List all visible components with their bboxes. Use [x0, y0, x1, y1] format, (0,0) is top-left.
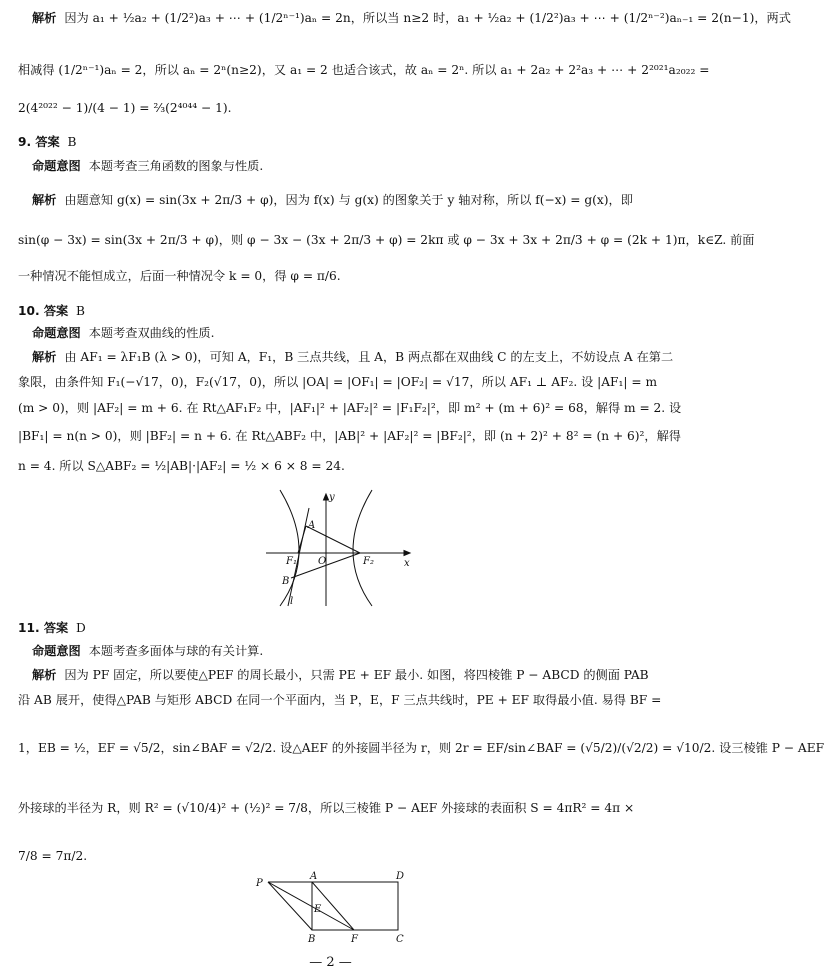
q11-line-4: 外接球的半径为 R，则 R² = (√10/4)² + (½)² = 7/8，所以三棱锥 P − AEF 外接球的表面积 S = 4πR² = 4π × — [18, 801, 635, 815]
fig-label-o: O — [318, 556, 327, 567]
fig-label-e: E — [314, 904, 322, 915]
fig-label-y: y — [329, 492, 335, 503]
q11-intent: 命题意图 本题考查多面体与球的有关计算. — [32, 644, 264, 658]
rectangle-abcd — [312, 882, 398, 930]
q9-answer-head: 9. 答案 — [18, 135, 60, 149]
unfolded-pyramid-figure — [250, 872, 420, 944]
fig-label-b: B — [282, 576, 290, 587]
q10-line-4: |BF₁| = n(n > 0)，则 |BF₂| = n + 6. 在 Rt△ABF₂ 中，|AB|² + |AF₂|² = |BF₂|²，即 (n + 2)² + 8² = (n + 6)²，解得 — [18, 429, 681, 443]
q10-line-2: 象限，由条件知 F₁(−√17，0)，F₂(√17，0)，所以 |OA| = |OF₁| = |OF₂| = √17，所以 AF₁ ⊥ AF₂. 设 |AF₁| = m — [18, 375, 658, 389]
fig-label-b: B — [308, 934, 316, 945]
q10-line-1: 解析 由 AF₁ = λF₁B (λ > 0)，可知 A，F₁，B 三点共线，且 A，B 两点都在双曲线 C 的左支上，不妨设点 A 在第二 — [32, 350, 674, 364]
hyperbola-figure — [260, 488, 420, 608]
fig-label-x: x — [404, 558, 410, 569]
segment-af1 — [298, 526, 306, 553]
fig-label-f1: F₁ — [286, 556, 297, 567]
fig-label-p: P — [256, 878, 263, 889]
q10-intent: 命题意图 本题考查双曲线的性质. — [32, 326, 215, 340]
q9-intent: 命题意图 本题考查三角函数的图象与性质. — [32, 159, 264, 173]
q11-line-2: 沿 AB 展开，使得△PAB 与矩形 ABCD 在同一个平面内，当 P，E，F 三点共线时，PE + EF 取得最小值. 易得 BF = — [18, 693, 662, 707]
fig-label-d: D — [396, 871, 405, 882]
q9-line-3: 一种情况不能恒成立，后面一种情况令 k = 0，得 φ = π/6. — [18, 269, 341, 283]
q10-answer: 10. 答案 B — [18, 304, 85, 318]
fig-label-c: C — [396, 934, 404, 945]
page-number: — 2 — — [309, 955, 352, 970]
fig-label-a: A — [308, 520, 316, 531]
q11-answer: 11. 答案 D — [18, 621, 86, 635]
q11-line-3: 1，EB = ½，EF = √5/2，sin∠BAF = √2/2. 设△AEF 的外接圆半径为 r，则 2r = EF/sin∠BAF = (√5/2)/(√2/2) = √10/2. 设三棱锥 P − AEF — [18, 741, 824, 755]
q8-analysis-label: 解析 — [32, 11, 57, 25]
q10-line-5: n = 4. 所以 S△ABF₂ = ½|AB|·|AF₂| = ½ × 6 × 8 = 24. — [18, 459, 345, 473]
hyperbola-left-branch — [280, 490, 299, 606]
q9-line-2: sin(φ − 3x) = sin(3x + 2π/3 + φ)，则 φ − 3x − (3x + 2π/3 + φ) = 2kπ 或 φ − 3x + 3x + 2π/3 + φ = (2k + 1)π，k∈Z. 前面 — [18, 233, 755, 247]
q8-line-1: 解析 因为 a₁ + ½a₂ + (1/2²)a₃ + ⋯ + (1/2ⁿ⁻¹)aₙ = 2n，所以当 n≥2 时，a₁ + ½a₂ + (1/2²)a₃ + ⋯ + (1/2ⁿ⁻²)aₙ₋₁ = 2(n−1)，两式 — [32, 11, 791, 25]
fig-label-f2: F₂ — [363, 556, 374, 567]
q8-line-2: 相减得 (1/2ⁿ⁻¹)aₙ = 2，所以 aₙ = 2ⁿ(n≥2)，又 a₁ = 2 也适合该式，故 aₙ = 2ⁿ. 所以 a₁ + 2a₂ + 2²a₃ + ⋯ + 2²⁰²¹a₂₀₂₂ = — [18, 63, 710, 77]
fig-label-a: A — [310, 871, 318, 882]
x-axis-arrow — [404, 551, 410, 556]
fig-label-l: l — [290, 596, 294, 607]
fig-label-f: F — [351, 934, 358, 945]
segment-pf — [268, 882, 354, 930]
q9-answer: 9. 答案 B — [18, 135, 77, 149]
segment-pb — [268, 882, 312, 930]
q11-line-1: 解析 因为 PF 固定，所以要使△PEF 的周长最小，只需 PE + EF 最小. 如图，将四棱锥 P − ABCD 的侧面 PAB — [32, 668, 649, 682]
q11-line-5: 7/8 = 7π/2. — [18, 849, 88, 863]
hyperbola-right-branch — [353, 490, 372, 606]
q10-line-3: (m > 0)，则 |AF₂| = m + 6. 在 Rt△AF₁F₂ 中，|AF₁|² + |AF₂|² = |F₁F₂|²，即 m² + (m + 6)² = 68，解得 m = 2. 设 — [18, 401, 682, 415]
q9-line-1: 解析 由题意知 g(x) = sin(3x + 2π/3 + φ)，因为 f(x) 与 g(x) 的图象关于 y 轴对称，所以 f(−x) = g(x)，即 — [32, 193, 633, 207]
q8-line-3: 2(4²⁰²² − 1)/(4 − 1) = ⅔(2⁴⁰⁴⁴ − 1). — [18, 101, 232, 115]
y-axis-arrow — [324, 494, 329, 500]
